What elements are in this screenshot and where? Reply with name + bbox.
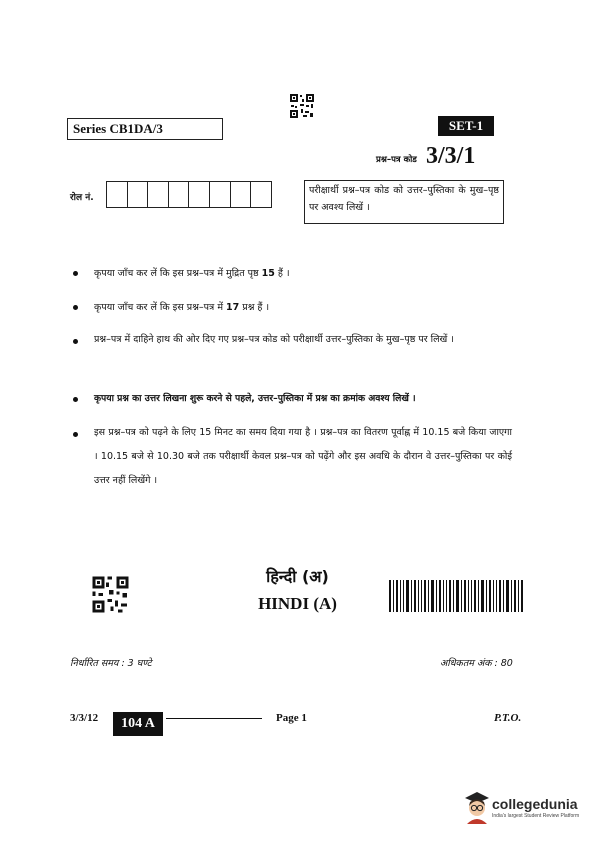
instruction-item [94,262,512,286]
bullet-icon [73,432,78,437]
footer-divider [166,718,262,719]
roll-number-cell[interactable] [251,181,272,208]
barcode-icon [389,580,524,612]
roll-number-cell[interactable] [189,181,210,208]
instruction-text: इस प्रश्न–पत्र को पढ़ने के लिए 15 मिनट का समय दिया गया है । प्रश्न–पत्र का वितरण पूर्वाह्न में 10.15 बजे किया जाएगा । 10.15 बजे से 10.30 बजे तक परीक्षार्थी केवल प्रश्न–पत्र को पढ़ेंगे और इस अवधि के दौरान वे उत्तर–पुस्तिका पर कोई उत्तर नहीं लिखेंगे । [94,427,512,486]
roll-number-cell[interactable] [128,181,149,208]
instruction-text: कृपया जाँच कर लें कि इस प्रश्न–पत्र में मुद्रित पृष्ठ [94,268,262,279]
bullet-icon [73,339,78,344]
subject-title-hindi: हिन्दी (अ) [266,567,329,586]
paper-code-value: 3/3/1 [426,143,476,169]
series-label: Series CB1DA/3 [67,118,223,140]
roll-number-label: रोल नं. [70,193,94,203]
bullet-icon [73,271,78,276]
brand-name: collegedunia [492,796,578,812]
roll-number-cell[interactable] [169,181,190,208]
brand-tagline: India's largest Student Review Platform [492,813,580,819]
instruction-item [94,421,512,493]
set-badge: SET-1 [438,116,494,136]
instruction-text: प्रश्न हैं । [239,302,270,313]
roll-number-cell[interactable] [231,181,252,208]
maximum-marks: अधिकतम अंक : 80 [440,658,513,669]
instruction-emphasis: 17 [226,302,240,313]
top-qr-code [289,93,315,119]
time-allowed: निर्धारित समय : 3 घण्टे [70,658,152,669]
subject-title-english: HINDI (A) [258,594,337,613]
instruction-item [94,387,512,411]
instruction-text: कृपया प्रश्न का उत्तर लिखना शुरू करने से पहले, उत्तर–पुस्तिका में प्रश्न का क्रमांक अवश्य लिखें । [94,393,416,404]
footer-paper-code: 3/3/12 [70,712,99,724]
pto-label: P.T.O. [494,712,522,724]
instruction-text: हैं । [274,268,290,279]
instruction-text: प्रश्न–पत्र में दाहिने हाथ की ओर दिए गए प्रश्न–पत्र कोड को परीक्षार्थी उत्तर–पुस्तिका के मुख–पृष्ठ पर लिखें । [94,334,454,345]
paper-code-label: प्रश्न–पत्र कोड [376,155,417,165]
paper-code-notice: परीक्षार्थी प्रश्न–पत्र कोड को उत्तर–पुस्तिका के मुख–पृष्ठ पर अवश्य लिखें । [304,180,504,224]
mascot-logo-icon [462,790,492,826]
bullet-icon [73,397,78,402]
instruction-item [94,296,512,320]
roll-number-cell[interactable] [148,181,169,208]
page-number: Page 1 [276,712,307,724]
roll-number-cell[interactable] [107,181,128,208]
roll-number-grid [106,181,272,208]
instruction-text: कृपया जाँच कर लें कि इस प्रश्न–पत्र में [94,302,227,313]
paper-number-badge: 104 A [113,712,163,736]
bullet-icon [73,305,78,310]
instruction-emphasis: 15 [261,268,275,279]
roll-number-cell[interactable] [210,181,231,208]
instruction-item [94,328,512,352]
